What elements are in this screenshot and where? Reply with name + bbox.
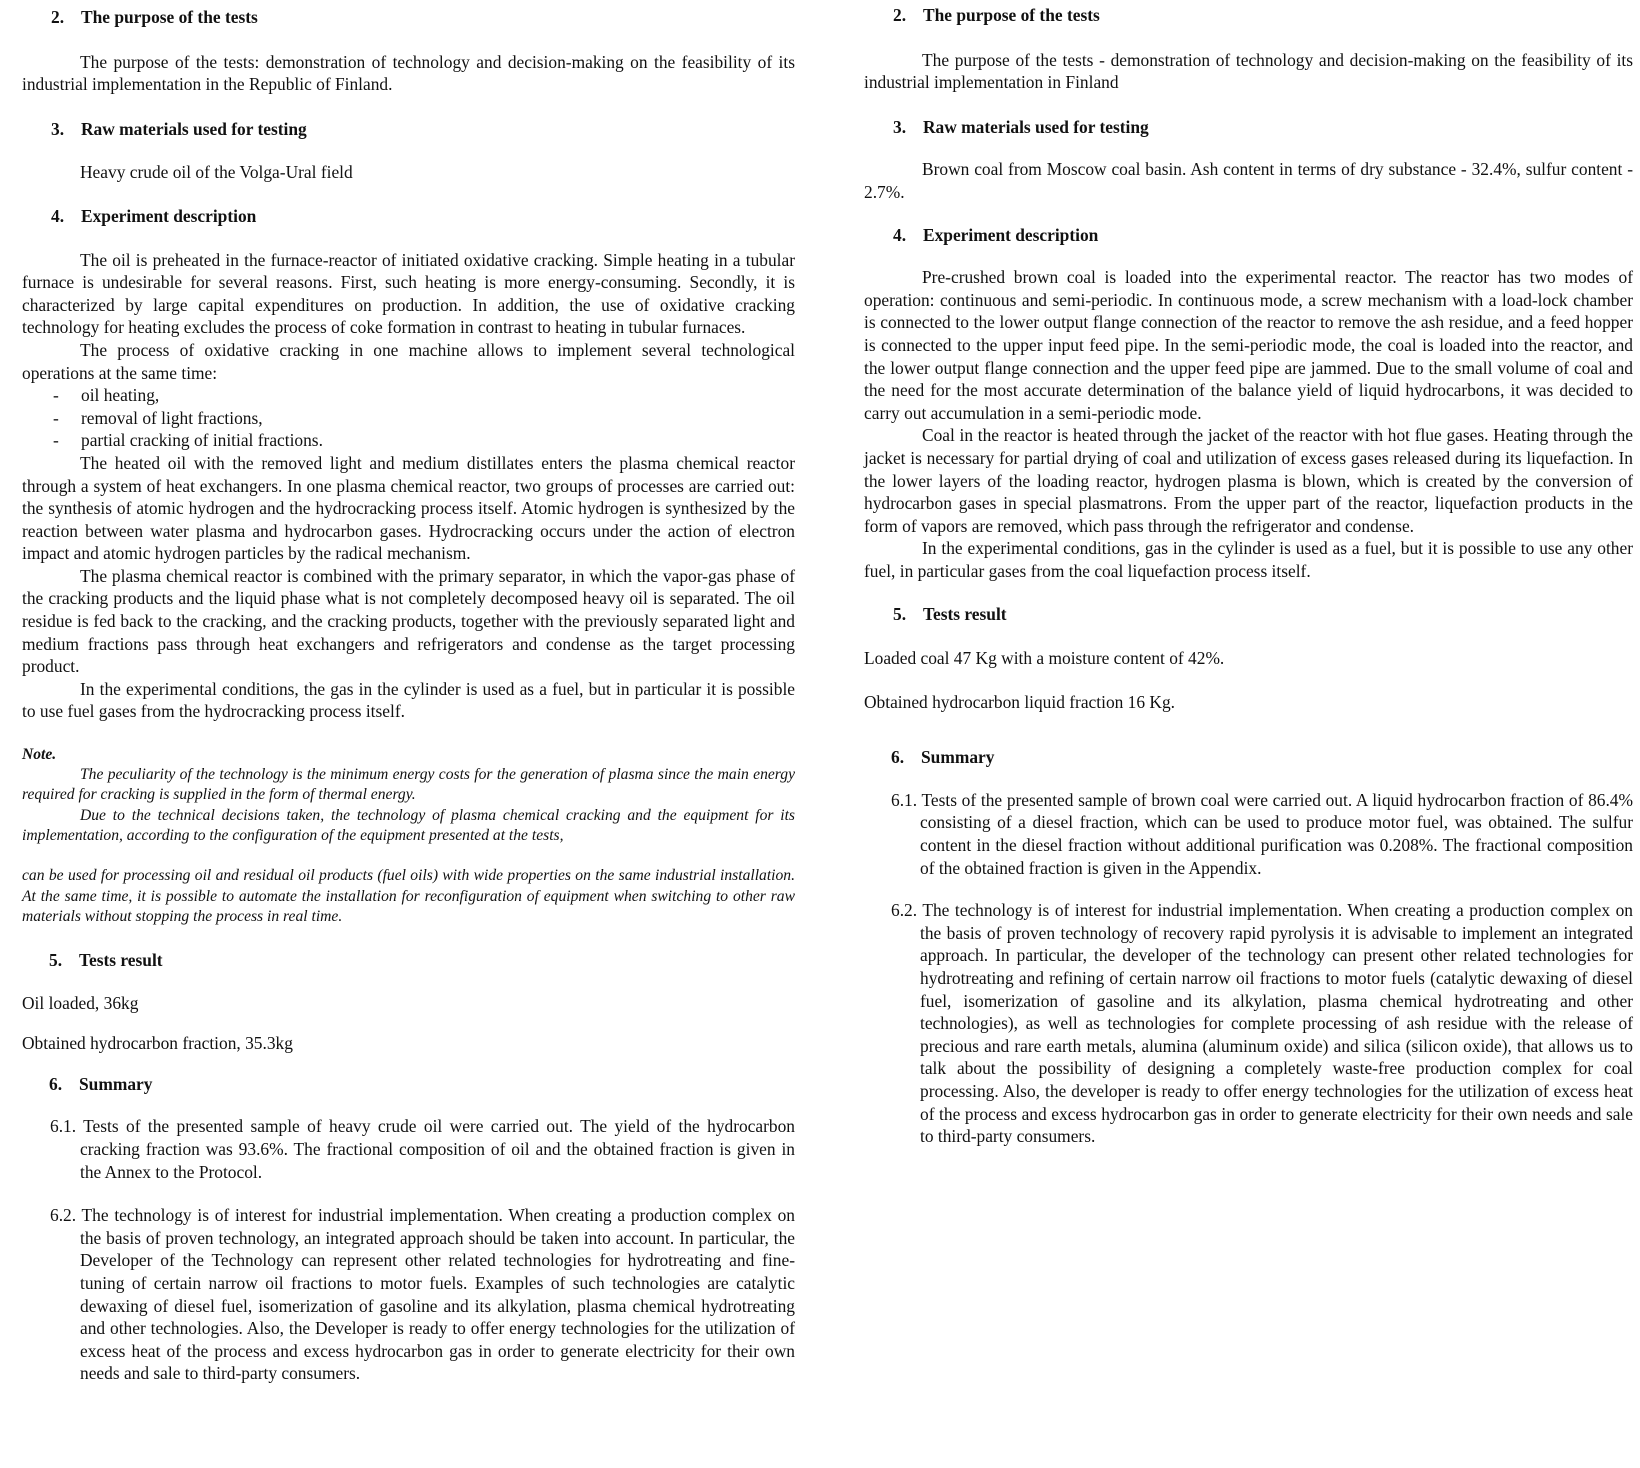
section-number: 2.	[51, 7, 65, 27]
result-line: Obtained hydrocarbon liquid fraction 16 Kg.	[864, 691, 1176, 712]
paragraph: Heavy crude oil of the Volga-Ural field	[80, 162, 353, 183]
section-title: Raw materials used for testing	[81, 118, 307, 139]
paragraph: The purpose of the tests - demonstration of technology and decision-making on the feasibility of its industrial implementation in Finland	[864, 49, 1633, 93]
paragraph: The oil is preheated in the furnace-reactor of initiated oxidative cracking. Simple heating in a tubular furnace is undesirable for several reasons. First, such heating is more energy-consuming. Secondly, it is characterized by large capital expenditures on production. In addition, the use of oxidative cracking technology for heating excludes the process of coke formation in contrast to heating in tubular furnaces.	[22, 249, 795, 338]
paragraph: Pre-crushed brown coal is loaded into the experimental reactor. The reactor has two modes of operation: continuous and semi-periodic. In continuous mode, a screw mechanism with a load-lock chamber is connected to the lower output flange connection of the reactor to remove the ash residue, and a feed hopper is connected to the upper input feed pipe. In the semi-periodic mode, the coal is loaded into the reactor, and the lower output flange connection and the upper feed pipe are jammed. Due to the small volume of coal and the need for the most accurate determination of the balance yield of liquid hydrocarbons, it was decided to carry out accumulation in a semi-periodic mode.	[864, 267, 1633, 423]
paragraph: The process of oxidative cracking in one machine allows to implement several technological operations at the same time:	[22, 339, 795, 383]
section-heading	[22, 118, 795, 141]
section-heading	[22, 949, 795, 972]
bullet-dash: -	[53, 430, 59, 451]
list-item-text: partial cracking of initial fractions.	[81, 430, 323, 451]
section-heading	[864, 603, 1633, 626]
paragraph: The plasma chemical reactor is combined with the primary separator, in which the vapor-gas phase of the cracking products and the liquid phase what is not completely decomposed heavy oil is separated. The oil residue is fed back to the cracking, and the cracking products, together with the previously separated light and medium fractions pass through heat exchangers and refrigerators and condense as the target processing product.	[22, 565, 795, 677]
paragraph: Brown coal from Moscow coal basin. Ash content in terms of dry substance - 32.4%, sulfur content - 2.7%.	[864, 159, 1633, 202]
paragraph: The heated oil with the removed light and medium distillates enters the plasma chemical reactor through a system of heat exchangers. In one plasma chemical reactor, two groups of processes are carried out: the synthesis of atomic hydrogen and the hydrocracking process itself. Atomic hydrogen is synthesized by the reaction between water plasma and hydrocarbon gases. Hydrocracking occurs under the action of electron impact and atomic hydrogen particles by the radical mechanism.	[22, 452, 795, 564]
section-title: The purpose of the tests	[923, 5, 1100, 25]
section-heading	[864, 746, 1633, 769]
section-number: 5.	[49, 950, 63, 971]
section-number: 6.	[891, 747, 905, 768]
section-title: Experiment description	[81, 205, 257, 226]
summary-item: 6.1. Tests of the presented sample of brown coal were carried out. A liquid hydrocarbon fraction of 86.4% consisting of a diesel fraction, which can be used to produce motor fuel, was obtained. The sulfur content in the diesel fraction without additional purification was 0.208%. The fractional composition of the obtained fraction is given in the Appendix.	[891, 789, 1633, 878]
section-heading	[22, 6, 795, 29]
section-heading	[22, 205, 795, 228]
bullet-list	[22, 384, 795, 452]
right-column	[864, 0, 1633, 1148]
section-number: 6.	[49, 1073, 63, 1094]
section-number: 5.	[893, 604, 907, 625]
note-paragraph: Due to the technical decisions taken, the technology of plasma chemical cracking and the equipment for its implementation, according to the configuration of the equipment presented at the tests,	[22, 806, 795, 844]
section-title: The purpose of the tests	[81, 7, 258, 27]
summary-item: 6.2. The technology is of interest for industrial implementation. When creating a production complex on the basis of proven technology, an integrated approach should be taken into account. In particular, the Developer of the Technology can represent other related technologies for hydrotreating and fine-tuning of certain narrow oil fractions to motor fuels. Examples of such technologies are catalytic dewaxing of diesel fuel, isomerization of gasoline and its alkylation, plasma chemical hydrotreating and other technologies. Also, the Developer is ready to offer energy technologies for the utilization of excess heat of the process and excess hydrocarbon gas in order to generate electricity for their own needs and sale to third-party consumers.	[50, 1205, 795, 1384]
section-heading	[864, 4, 1633, 27]
note-paragraph: The peculiarity of the technology is the minimum energy costs for the generation of plasma since the main energy required for cracking is supplied in the form of thermal energy.	[22, 766, 795, 804]
section-heading	[22, 1073, 795, 1096]
list-item-text: oil heating,	[81, 385, 160, 406]
list-item	[22, 384, 795, 407]
list-item	[22, 407, 795, 430]
result-line: Loaded coal 47 Kg with a moisture content of 42%.	[864, 648, 1225, 669]
result-line: Obtained hydrocarbon fraction, 35.3kg	[22, 1033, 293, 1054]
paragraph: In the experimental conditions, the gas in the cylinder is used as a fuel, but in particular it is possible to use fuel gases from the hydrocracking process itself.	[22, 678, 795, 722]
section-title: Summary	[921, 747, 995, 768]
paragraph: In the experimental conditions, gas in the cylinder is used as a fuel, but it is possible to use any other fuel, in particular gases from the coal liquefaction process itself.	[864, 538, 1633, 581]
paragraph: Coal in the reactor is heated through the jacket of the reactor with hot flue gases. Heating through the jacket is necessary for partial drying of coal and utilization of excess gases released during its liquefaction. In the lower layers of the loading reactor, hydrogen plasma is blown, which is created by the conversion of hydrocarbon gases in special plasmatrons. From the upper part of the reactor, liquefaction products in the form of vapors are removed, which pass through the refrigerator and condense.	[864, 425, 1633, 536]
section-title: Experiment description	[923, 224, 1099, 245]
section-title: Raw materials used for testing	[923, 116, 1149, 137]
section-title: Tests result	[79, 950, 163, 971]
section-number: 3.	[51, 118, 65, 139]
summary-item: 6.2. The technology is of interest for industrial implementation. When creating a production complex on the basis of proven technology of recovery rapid pyrolysis it is advisable to implement an integrated approach. In particular, the developer of the technology can present other related technologies for hydrotreating and refining of certain narrow oil fractions to motor fuels (catalytic dewaxing of diesel fuel, isomerization of gasoline and its alkylation, plasma chemical hydrotreating and other technologies), as well as technologies for complete processing of ash residue with the release of precious and rare earth metals, alumina (aluminum oxide) and silica (silicon oxide), that allows us to talk about the possibility of designing a completely waste-free production complex for coal processing. Also, the developer is ready to offer energy technologies for the utilization of excess heat of the process and excess hydrocarbon gas in order to generate electricity for their own needs and sale to third-party consumers.	[891, 900, 1633, 1147]
paragraph: The purpose of the tests: demonstration of technology and decision-making on the feasibility of its industrial implementation in the Republic of Finland.	[22, 51, 795, 95]
list-item-text: removal of light fractions,	[81, 407, 263, 428]
section-number: 4.	[51, 205, 65, 226]
left-column	[22, 0, 795, 1385]
note-label: Note.	[22, 746, 57, 764]
result-line: Oil loaded, 36kg	[22, 992, 139, 1013]
bullet-dash: -	[53, 385, 59, 406]
section-number: 3.	[893, 116, 907, 137]
bullet-dash: -	[53, 407, 59, 428]
list-item	[22, 429, 795, 452]
note-paragraph: can be used for processing oil and residual oil products (fuel oils) with wide properties on the same industrial installation. At the same time, it is possible to automate the installation for reconfiguration of equipment when switching to other raw materials without stopping the process in real time.	[22, 867, 795, 925]
section-title: Tests result	[923, 604, 1007, 625]
summary-item: 6.1. Tests of the presented sample of heavy crude oil were carried out. The yield of the hydrocarbon cracking fraction was 93.6%. The fractional composition of oil and the obtained fraction is given in the Annex to the Protocol.	[50, 1116, 795, 1182]
section-number: 4.	[893, 224, 907, 245]
section-heading	[864, 116, 1633, 139]
section-heading	[864, 224, 1633, 247]
section-number: 2.	[893, 5, 907, 25]
section-title: Summary	[79, 1073, 153, 1094]
